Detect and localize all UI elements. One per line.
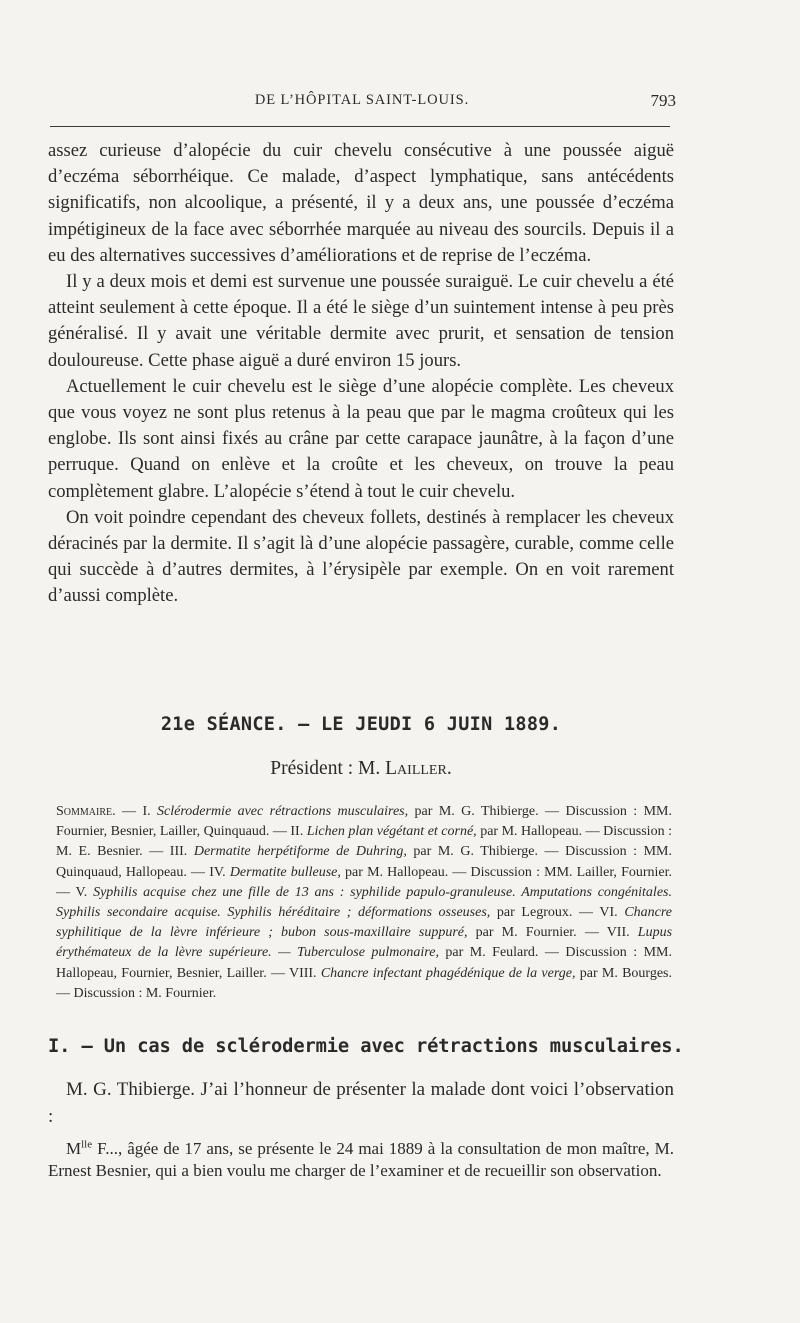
sommaire bbox=[56, 802, 672, 1004]
president-prefix: Président : M. bbox=[270, 758, 381, 779]
sommaire-text: par M. Fournier. — VII. bbox=[467, 925, 638, 941]
observation-prefix: M bbox=[66, 1139, 82, 1158]
paragraph-4: On voit poindre cependant des cheveux follets, destinés à remplacer les cheveux déracinés par la dermite. Il s’agit là d’une alopécie passagère, curable, comme celle qui succède à d’autres dermites, à l’érysipèle par exemple. On en voit rarement d’aussi complète. bbox=[48, 506, 674, 607]
sommaire-text: par M. G. Thibierge. — Discussion : MM. Quinquaud, Hallopeau. — IV. bbox=[56, 844, 672, 880]
page-number: 793 bbox=[650, 91, 676, 110]
running-title: DE L’HÔPITAL SAINT-LOUIS. bbox=[254, 92, 470, 108]
sommaire-title: Syphilis acquise chez une fille de 13 ans : syphilide papulo-granuleuse. Amputations congénitales. Syphilis secondaire acquise. Syphilis héréditaire ; déformations osseuses, bbox=[56, 884, 672, 921]
sommaire-title: Sclérodermie avec rétractions musculaires, bbox=[157, 804, 409, 819]
sommaire-title: Dermatite herpétiforme de Duhring, bbox=[193, 844, 407, 860]
article-title: I. — Un cas de sclérodermie avec rétractions musculaires. bbox=[48, 1036, 684, 1057]
observation-text bbox=[48, 1138, 674, 1182]
running-head bbox=[48, 92, 676, 116]
observation-body: F..., âgée de 17 ans, se présente le 24 mai 1889 à la consultation de mon maître, M. Ernest Besnier, qui a bien voulu me charger de l’examiner et de recueillir son observation. bbox=[48, 1139, 674, 1180]
article-intro bbox=[48, 1076, 674, 1130]
sommaire-text: par Legroux. — VI. bbox=[490, 905, 625, 921]
sommaire-title: Dermatite bulleuse, bbox=[229, 864, 341, 880]
header-rule bbox=[50, 126, 670, 127]
observation-superscript: lle bbox=[81, 1138, 93, 1151]
sommaire-label: Sommaire. bbox=[56, 804, 116, 819]
president-name: Lailler. bbox=[385, 758, 452, 779]
paragraph-1: assez curieuse d’alopécie du cuir chevelu consécutive à une poussée aiguë d’eczéma séborrhéique. Ce malade, d’aspect lymphatique, sans antécédents significatifs, non alcoolique, a présenté, il y a deux ans, une poussée d’eczéma impétigineux de la face avec séborrhée marquée au niveau des sourcils. Depuis il a eu des alternatives successives d’améliorations et de reprise de l’eczéma. bbox=[48, 140, 674, 266]
paragraph-2: Il y a deux mois et demi est survenue une poussée suraiguë. Le cuir chevelu a été atteint seulement à cette époque. Il a été le siège d’un suintement intense à peu près généralisé. Il y avait une véritable dermite avec prurit, et sensation de tension douloureuse. Cette phase aiguë a duré environ 15 jours. bbox=[48, 271, 674, 371]
sommaire-text: par M. Hallopeau. — Discussion : MM. Lailler, Fournier.— V. bbox=[56, 864, 673, 900]
sommaire-title: Lichen plan végétant et corné, bbox=[306, 824, 477, 840]
session-heading: 21e SÉANCE. — LE JEUDI 6 JUIN 1889. bbox=[160, 714, 562, 735]
sommaire-title: Chancre infectant phagédénique de la verge, bbox=[320, 965, 576, 981]
sommaire-text: par M. Hallopeau. — Discussion : M. E. Besnier. — III. bbox=[56, 824, 672, 860]
sommaire-title: Chancre syphilitique de la lèvre inférieure ; bubon sous-maxillaire suppuré, bbox=[56, 905, 673, 941]
sommaire-title: Lupus érythémateux de la lèvre supérieure. — Tuberculose pulmonaire, bbox=[56, 925, 673, 961]
speaker-name: M. G. Thibierge. bbox=[66, 1079, 196, 1100]
president-line bbox=[48, 758, 674, 780]
sommaire-text: — I. bbox=[115, 804, 158, 819]
sommaire-text: par M. Bourges. — Discussion : M. Fournier. bbox=[56, 965, 672, 1001]
body-text bbox=[48, 138, 674, 610]
intro-text: J’ai l’honneur de présenter la malade dont voici l’observation : bbox=[48, 1079, 674, 1127]
sommaire-text: par M. Feulard. — Discussion : MM. Hallopeau, Fournier, Besnier, Lailler. — VIII. bbox=[56, 945, 672, 981]
paragraph-3: Actuellement le cuir chevelu est le siège d’une alopécie complète. Les cheveux que vous voyez ne sont plus retenus à la peau que par le magma croûteux qui les englobe. Ils sont ainsi fixés au crâne par cette carapace jaunâtre, à la façon d’une perruque. Quand on enlève et la croûte et les cheveux, on trouve la peau complètement glabre. L’alopécie s’étend à tout le cuir chevelu. bbox=[48, 375, 674, 502]
sommaire-text: par M. G. Thibierge. — Discussion : MM. Fournier, Besnier, Lailler, Quinquaud. — II. bbox=[56, 804, 672, 840]
